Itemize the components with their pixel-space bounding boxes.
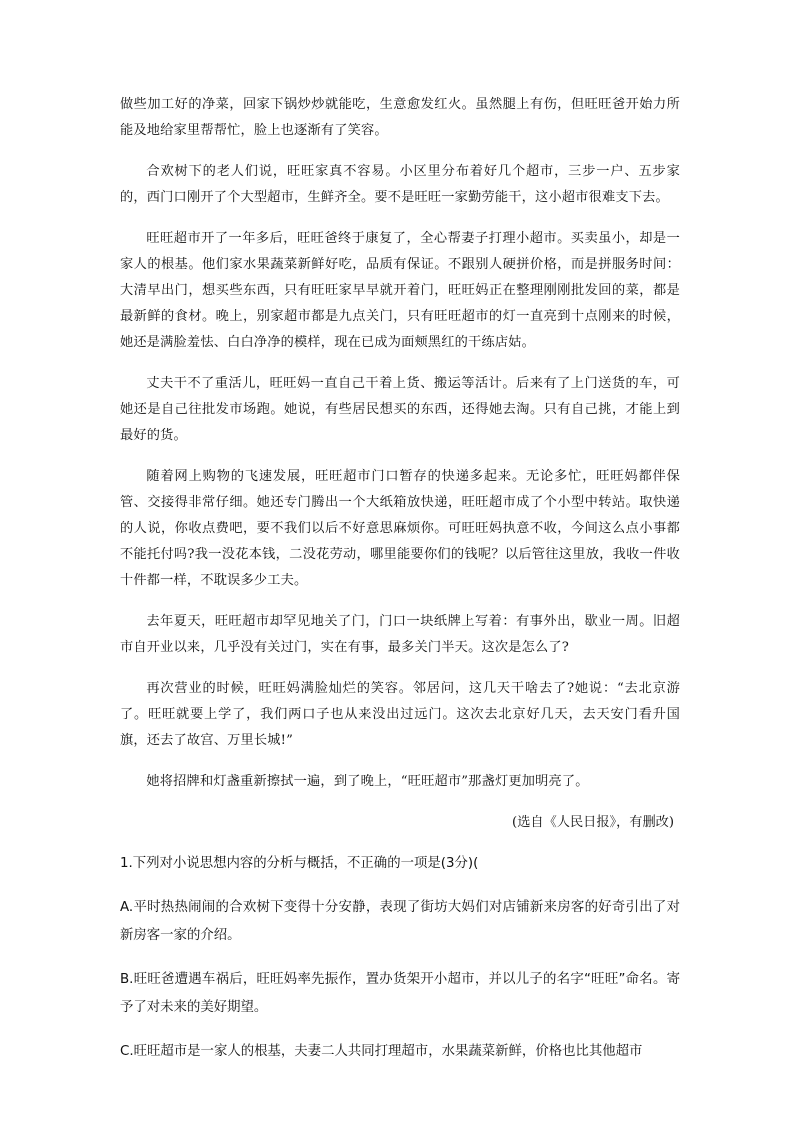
question-1-stem: 1.下列对小说思想内容的分析与概括，不正确的一项是(3分)( [120, 856, 479, 871]
source-citation: (选自《人民日报》，有删改) [512, 815, 674, 830]
story-paragraph-4: 丈夫干不了重活儿，旺旺妈一直自己干着上货、搬运等活计。后来有了上门送货的车，可她还是自己往批发市场跑。她说，有些居民想买的东西，还得她去淘。只有自己挑，才能上到最好的货。 [120, 376, 680, 443]
story-paragraph-6: 去年夏天，旺旺超市却罕见地关了门，门口一块纸牌上写着：有事外出，歇业一周。旧超市自开业以来，几乎没有关过门，实在有事，最多关门半天。这次是怎么了? [120, 614, 680, 655]
story-paragraph-3: 旺旺超市开了一年多后，旺旺爸终于康复了，全心帮妻子打理小超市。买卖虽小，却是一家人的根基。他们家水果蔬菜新鲜好吃，品质有保证。不跟别人硬拼价格，而是拼服务时间：大清早出门，想买些东西，只有旺旺家早早就开着门，旺旺妈正在整理刚刚批发回的菜，都是最新鲜的食材。晚上，别家超市都是九点关门，只有旺旺超市的灯一直亮到十点刚来的时候，她还是满脸羞怯、白白净净的模样，现在已成为面颊黑红的干练店姑。 [120, 231, 680, 350]
story-paragraph-1: 做些加工好的净菜，回家下锅炒炒就能吃，生意愈发红火。虽然腿上有伤，但旺旺爸开始力所能及地给家里帮帮忙，脸上也逐渐有了笑容。 [120, 97, 680, 138]
option-b: B.旺旺爸遭遇车祸后，旺旺妈率先振作，置办货架开小超市，并以儿子的名字“旺旺”命名。寄予了对未来的美好期望。 [120, 972, 680, 1015]
option-c: C.旺旺超市是一家人的根基，夫妻二人共同打理超市，水果蔬菜新鲜，价格也比其他超市 [120, 1044, 643, 1059]
document-page [120, 92, 680, 1082]
story-paragraph-8: 她将招牌和灯盏重新擦拭一遍，到了晚上，“旺旺超市”那盏灯更加明亮了。 [146, 774, 589, 789]
story-paragraph-7: 再次营业的时候，旺旺妈满脸灿烂的笑容。邻居问，这几天干啥去了?她说：“去北京游了。旺旺就要上学了，我们两口子也从来没出过远门。这次去北京好几天，去天安门看升国旗，还去了故宫、万里长城!” [120, 681, 680, 748]
story-paragraph-5: 随着网上购物的飞速发展，旺旺超市门口暂存的快递多起来。无论多忙，旺旺妈都伴保管、交接得非常仔细。她还专门腾出一个大纸箱放快递，旺旺超市成了个小型中转站。取快递的人说，你收点费吧，要不我们以后不好意思麻烦你。可旺旺妈执意不收，今间这么点小事都不能托付吗?我一没花本钱，二没花劳动，哪里能要你们的钱呢？以后管往这里放，我收一件收十件都一样，不耽误多少工夫。 [120, 469, 680, 588]
option-a: A.平时热热闹闹的合欢树下变得十分安静，表现了街坊大妈们对店铺新来房客的好奇引出了对新房客一家的介绍。 [120, 900, 680, 943]
story-paragraph-2: 合欢树下的老人们说，旺旺家真不容易。小区里分布着好几个超市，三步一户、五步家的，西门口刚开了个大型超市，生鲜齐全。要不是旺旺一家勤劳能干，这小超市很难支下去。 [120, 164, 680, 205]
